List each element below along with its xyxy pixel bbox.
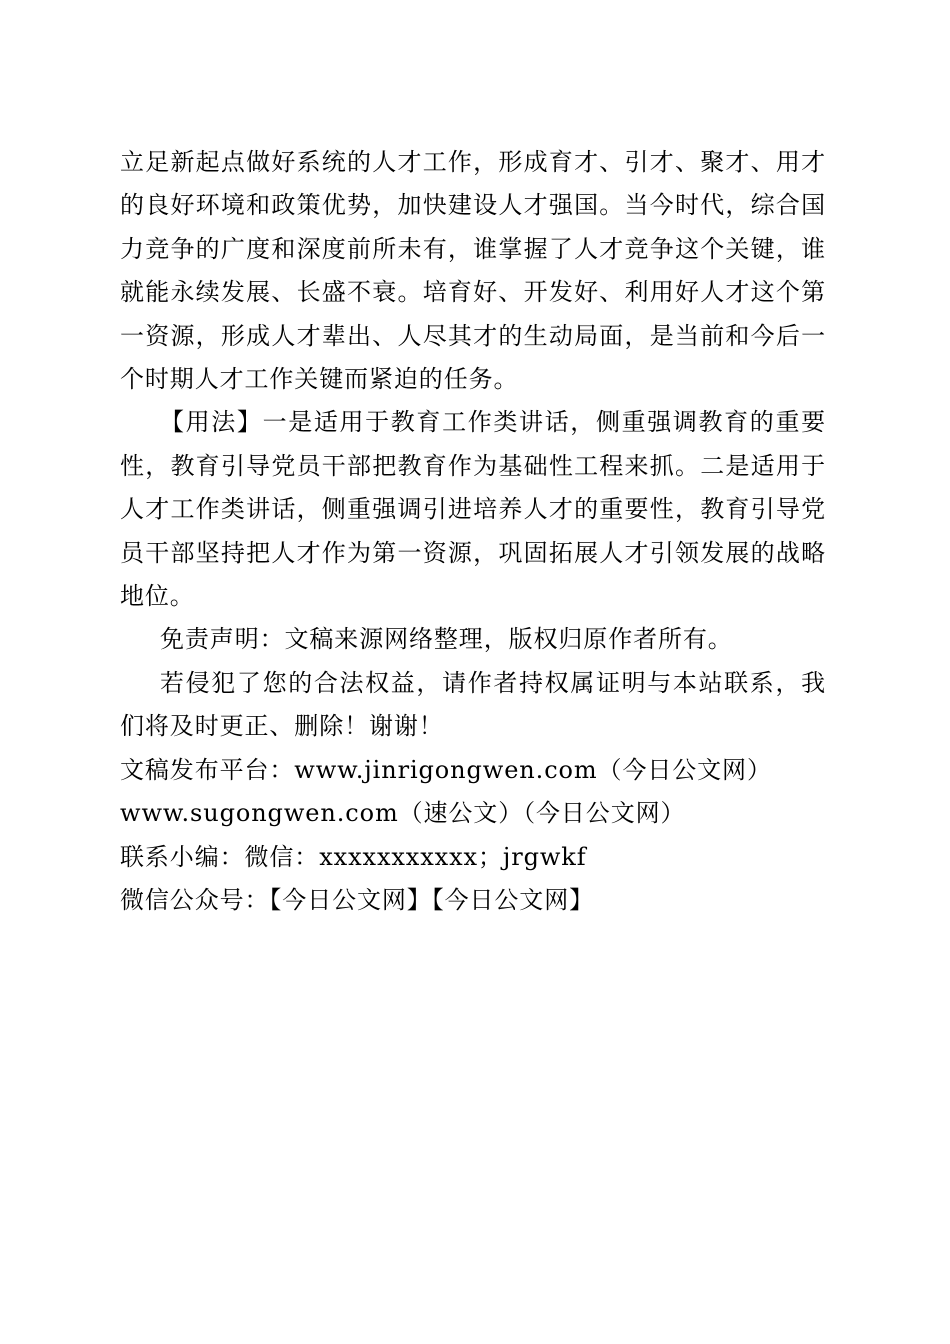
platform-line: 文稿发布平台：www.jinrigongwen.com（今日公文网） — [120, 755, 772, 784]
platform-line-secondary: www.sugongwen.com（速公文）（今日公文网） — [120, 799, 686, 828]
contact-line: 联系小编：微信：xxxxxxxxxxx；jrgwkf — [120, 842, 587, 871]
document-body — [120, 141, 826, 922]
wechat-account-line: 微信公众号：【今日公文网】【今日公文网】 — [120, 885, 594, 914]
body-paragraph: 立足新起点做好系统的人才工作，形成育才、引才、聚才、用才的良好环境和政策优势，加快建设人才强国。当今时代，综合国力竞争的广度和深度前所未有，谁掌握了人才竞争这个关键，谁就能永续发展、长盛不衰。培育好、开发好、利用好人才这个第一资源，形成人才辈出、人尽其才的生动局面，是当前和今后一个时期人才工作关键而紧迫的任务。 — [120, 148, 826, 394]
disclaimer-text: 免责声明：文稿来源网络整理，版权归原作者所有。 — [160, 625, 733, 654]
infringement-notice: 若侵犯了您的合法权益，请作者持权属证明与本站联系，我们将及时更正、删除！谢谢！ — [120, 668, 826, 741]
usage-paragraph: 【用法】一是适用于教育工作类讲话，侧重强调教育的重要性，教育引导党员干部把教育作为基础性工程来抓。二是适用于人才工作类讲话，侧重强调引进培养人才的重要性，教育引导党员干部坚持把人才作为第一资源，巩固拓展人才引领发展的战略地位。 — [120, 408, 826, 611]
